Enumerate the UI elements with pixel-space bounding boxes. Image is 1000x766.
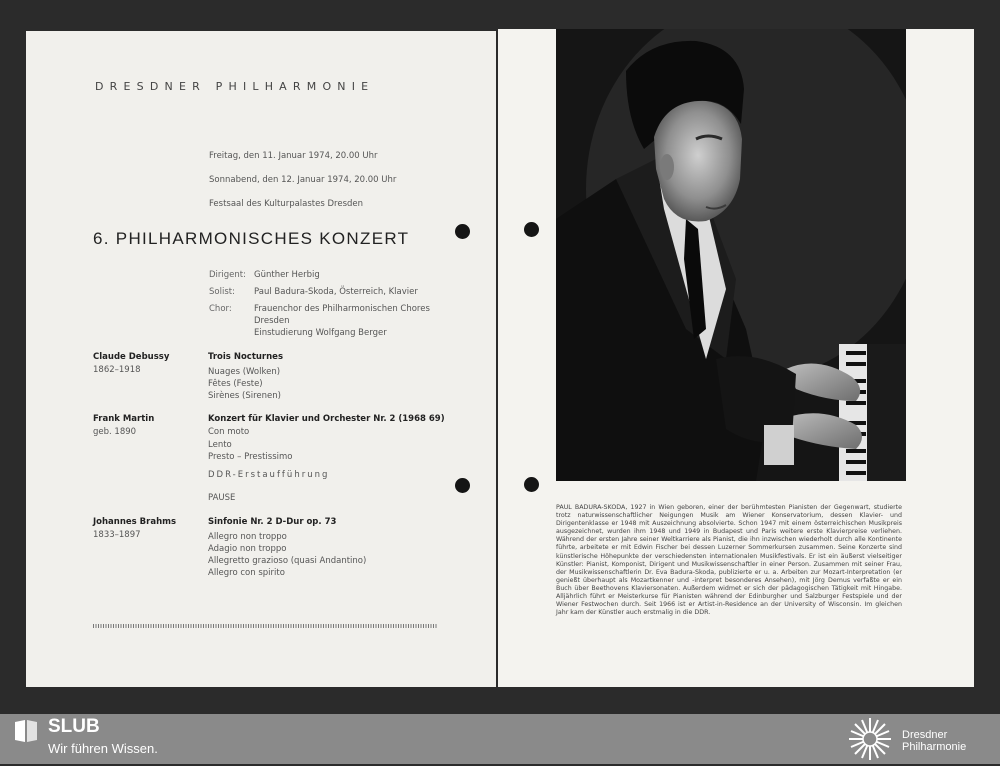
movement: Adagio non troppo [208, 544, 287, 554]
movement: Fêtes (Feste) [208, 379, 263, 389]
work-title: Konzert für Klavier und Orchester Nr. 2 (1968 69) [208, 414, 445, 424]
date-line-1: Freitag, den 11. Januar 1974, 20.00 Uhr [209, 151, 378, 161]
premiere-note: DDR-Erstaufführung [208, 470, 330, 480]
work-title: Sinfonie Nr. 2 D-Dur op. 73 [208, 517, 337, 527]
perforated-rule [93, 624, 437, 628]
movement: Sirènes (Sirenen) [208, 391, 281, 401]
punch-hole [455, 224, 470, 239]
choir-city: Dresden [254, 316, 290, 326]
slub-logo-icon [13, 718, 39, 744]
performer-label-soloist: Solist: [209, 287, 235, 297]
movement: Presto – Prestissimo [208, 452, 293, 462]
performer-label-conductor: Dirigent: [209, 270, 246, 280]
date-line-2: Sonnabend, den 12. Januar 1974, 20.00 Uhr [209, 175, 397, 185]
punch-hole [455, 478, 470, 493]
pianist-biography: PAUL BADURA-SKODA, 1927 in Wien geboren, einer der berühmtesten Pianisten der Gegenwart, studierte trotz naturwissenschaftlicher Neigungen Musik am Wiener Konservatorium, dessen Klavier- und Dirigentenklasse er 1948 mit Auszeichnung absolvierte. Schon 1947 mit einem österreichischen Musikpreis ausgezeichnet, wurden ihm 1948 und 1949 in Budapest und Paris weitere erste Klavierpreise verliehen. Während der ersten Jahre seiner Weltkarriere als Pianist, die ihn inzwischen wiederholt durch alle Kontinente führte, arbeitete er mit Edwin Fischer bei dessen Luzerner Sommerkursen zusammen. Seine Konzerte sind künstlerische Höhepunkte der verschiedensten internationalen Musikfestivals. Er ist ein äußerst vielseitiger Künstler: Pianist, Komponist, Dirigent und Musikwissenschaftler in einer Person. Zusammen mit seiner Frau, der Musikwissenschaftlerin Dr. Eva Badura-Skoda, publizierte er u. a. Arbeiten zur Mozart-Interpretation (er genießt überhaupt als Mozartkenner und -interpret besonderes Ansehen), mit Jörg Demus verfaßte er ein Buch über Beethovens Klaviersonaten. Außerdem widmet er sich der pädagogischen Tätigkeit mit Hingabe. Alljährlich führt er Meisterkurse für Pianisten während der Edinburgher und Salzburger Festspiele und der Wiener Festwochen durch. Seit 1966 ist er Artist-in-Residence an der University of Wisconsin. Im gleichen Jahr kam der Künstler auch erstmalig in die DDR. [556, 504, 902, 617]
philharmonie-name [902, 729, 966, 753]
movement: Allegro non troppo [208, 532, 287, 542]
performer-value-choir: Frauenchor des Philharmonischen Chores [254, 304, 430, 314]
philharmonie-name-line1: Dresdner [902, 729, 948, 741]
movement: Con moto [208, 427, 250, 437]
composer-name: Johannes Brahms [93, 517, 177, 527]
work-title: Trois Nocturnes [208, 352, 284, 362]
movement: Lento [208, 440, 232, 450]
composer-years: 1833–1897 [93, 530, 141, 540]
concert-title: 6. PHILHARMONISCHES KONZERT [93, 229, 410, 248]
movement: Allegro con spirito [208, 568, 285, 578]
performer-value-soloist: Paul Badura-Skoda, Österreich, Klavier [254, 287, 418, 297]
composer-name: Claude Debussy [93, 352, 170, 362]
slub-name: SLUB [48, 716, 100, 737]
pianist-photo [556, 29, 906, 481]
composer-name: Frank Martin [93, 414, 155, 424]
pause-label: PAUSE [208, 493, 236, 503]
performer-label-choir: Chor: [209, 304, 232, 314]
performer-value-conductor: Günther Herbig [254, 270, 320, 280]
philharmonie-name-line2: Philharmonie [902, 741, 967, 753]
choir-rehearsal: Einstudierung Wolfgang Berger [254, 328, 387, 338]
composer-years: 1862–1918 [93, 365, 141, 375]
composer-years: geb. 1890 [93, 427, 137, 437]
slub-tagline: Wir führen Wissen. [48, 741, 158, 756]
movement: Allegretto grazioso (quasi Andantino) [208, 556, 367, 566]
punch-hole [524, 222, 539, 237]
venue: Festsaal des Kulturpalastes Dresden [209, 199, 364, 209]
punch-hole [524, 477, 539, 492]
organization-heading: DRESDNER PHILHARMONIE [95, 80, 375, 93]
movement: Nuages (Wolken) [208, 367, 281, 377]
philharmonie-logo-icon [846, 716, 894, 762]
